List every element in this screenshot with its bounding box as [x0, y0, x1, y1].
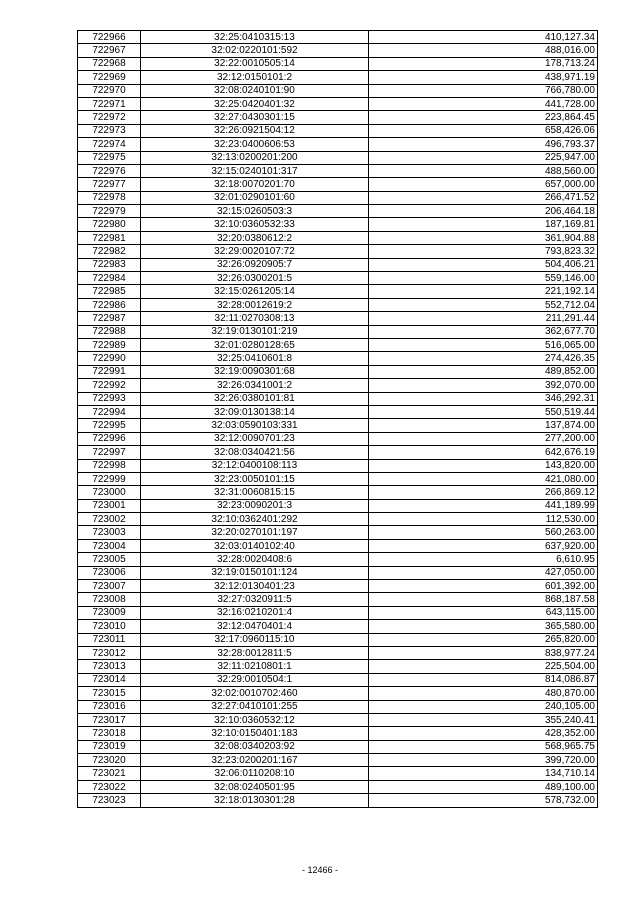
table-row: [78, 499, 598, 512]
cadastral-number-cell: 32:13:0200201:200: [141, 151, 369, 164]
cadastral-number-cell: 32:08:0340203:92: [141, 740, 369, 753]
table-row: [78, 285, 598, 298]
cadastral-number-cell: 32:19:0150101:124: [141, 566, 369, 579]
value-amount-cell: 362,677.70: [369, 325, 598, 338]
value-amount-cell: 568,965.75: [369, 740, 598, 753]
record-number-cell: 723016: [78, 700, 141, 713]
record-number-cell: 723010: [78, 620, 141, 633]
cadastral-number-cell: 32:02:0220101:592: [141, 44, 369, 57]
cadastral-number-cell: 32:27:0320911:5: [141, 593, 369, 606]
table-row: [78, 71, 598, 84]
table-row: [78, 325, 598, 338]
value-amount-cell: 578,732.00: [369, 794, 598, 807]
table-row: [78, 151, 598, 164]
value-amount-cell: 221,192.14: [369, 285, 598, 298]
table-row: [78, 526, 598, 539]
record-number-cell: 722985: [78, 285, 141, 298]
record-number-cell: 722997: [78, 446, 141, 459]
value-amount-cell: 143,820.00: [369, 459, 598, 472]
record-number-cell: 722966: [78, 31, 141, 44]
value-amount-cell: 266,471.52: [369, 191, 598, 204]
table-row: [78, 713, 598, 726]
cadastral-number-cell: 32:02:0010702:460: [141, 687, 369, 700]
record-number-cell: 722979: [78, 205, 141, 218]
cadastral-number-cell: 32:20:0270101:197: [141, 526, 369, 539]
record-number-cell: 722978: [78, 191, 141, 204]
record-number-cell: 722969: [78, 71, 141, 84]
cadastral-number-cell: 32:10:0362401:292: [141, 513, 369, 526]
record-number-cell: 723007: [78, 580, 141, 593]
record-number-cell: 722968: [78, 57, 141, 70]
record-number-cell: 723012: [78, 646, 141, 659]
table-row: [78, 57, 598, 70]
table-row: [78, 432, 598, 445]
record-number-cell: 722974: [78, 138, 141, 151]
cadastral-number-cell: 32:12:0150101:2: [141, 71, 369, 84]
value-amount-cell: 560,263.00: [369, 526, 598, 539]
table-row: [78, 593, 598, 606]
table-row: [78, 700, 598, 713]
cadastral-number-cell: 32:26:0920905:7: [141, 258, 369, 271]
value-amount-cell: 365,580.00: [369, 620, 598, 633]
table-row: [78, 446, 598, 459]
value-amount-cell: 480,870.00: [369, 687, 598, 700]
value-amount-cell: 410,127.34: [369, 31, 598, 44]
cadastral-number-cell: 32:18:0070201:70: [141, 178, 369, 191]
cadastral-number-cell: 32:06:0110208:10: [141, 767, 369, 780]
table-row: [78, 338, 598, 351]
record-number-cell: 723001: [78, 499, 141, 512]
record-number-cell: 722977: [78, 178, 141, 191]
value-amount-cell: 868,187.58: [369, 593, 598, 606]
cadastral-number-cell: 32:28:0020408:6: [141, 553, 369, 566]
value-amount-cell: 225,947.00: [369, 151, 598, 164]
value-amount-cell: 206,464.18: [369, 205, 598, 218]
cadastral-number-cell: 32:10:0360532:33: [141, 218, 369, 231]
table-row: [78, 164, 598, 177]
cadastral-number-cell: 32:27:0410101:255: [141, 700, 369, 713]
cadastral-number-cell: 32:23:0050101:15: [141, 472, 369, 485]
record-number-cell: 723013: [78, 660, 141, 673]
record-number-cell: 722991: [78, 365, 141, 378]
record-number-cell: 722987: [78, 312, 141, 325]
cadastral-number-cell: 32:20:0380612:2: [141, 231, 369, 244]
record-number-cell: 722970: [78, 84, 141, 97]
value-amount-cell: 516,065.00: [369, 338, 598, 351]
table-body: [78, 31, 598, 808]
record-number-cell: 722973: [78, 124, 141, 137]
record-number-cell: 723018: [78, 727, 141, 740]
page-number: - 12466 -: [301, 865, 339, 875]
value-amount-cell: 489,100.00: [369, 780, 598, 793]
cadastral-number-cell: 32:26:0300201:5: [141, 272, 369, 285]
table-row: [78, 660, 598, 673]
record-number-cell: 722996: [78, 432, 141, 445]
record-number-cell: 722972: [78, 111, 141, 124]
table-row: [78, 646, 598, 659]
cadastral-number-cell: 32:01:0290101:60: [141, 191, 369, 204]
value-amount-cell: 504,406.21: [369, 258, 598, 271]
value-amount-cell: 266,869.12: [369, 486, 598, 499]
value-amount-cell: 274,426.35: [369, 352, 598, 365]
value-amount-cell: 225,504.00: [369, 660, 598, 673]
cadastral-number-cell: 32:16:0210201:4: [141, 606, 369, 619]
cadastral-number-cell: 32:28:0012619:2: [141, 298, 369, 311]
value-amount-cell: 559,146.00: [369, 272, 598, 285]
table-row: [78, 754, 598, 767]
record-number-cell: 722994: [78, 405, 141, 418]
value-amount-cell: 838,977.24: [369, 646, 598, 659]
table-row: [78, 124, 598, 137]
value-amount-cell: 658,426.06: [369, 124, 598, 137]
value-amount-cell: 441,189.99: [369, 499, 598, 512]
value-amount-cell: 361,904.88: [369, 231, 598, 244]
table-row: [78, 486, 598, 499]
record-number-cell: 722981: [78, 231, 141, 244]
record-number-cell: 722990: [78, 352, 141, 365]
record-number-cell: 723019: [78, 740, 141, 753]
cadastral-number-cell: 32:18:0130301:28: [141, 794, 369, 807]
cadastral-number-cell: 32:29:0010504:1: [141, 673, 369, 686]
table-row: [78, 245, 598, 258]
table-row: [78, 31, 598, 44]
value-amount-cell: 427,050.00: [369, 566, 598, 579]
table-row: [78, 298, 598, 311]
value-amount-cell: 211,291.44: [369, 312, 598, 325]
value-amount-cell: 187,169.81: [369, 218, 598, 231]
record-number-cell: 723000: [78, 486, 141, 499]
table-row: [78, 138, 598, 151]
cadastral-number-cell: 32:15:0260503:3: [141, 205, 369, 218]
record-number-cell: 722998: [78, 459, 141, 472]
record-number-cell: 722983: [78, 258, 141, 271]
value-amount-cell: 240,105.00: [369, 700, 598, 713]
cadastral-number-cell: 32:25:0410315:13: [141, 31, 369, 44]
value-amount-cell: 793,823.32: [369, 245, 598, 258]
value-amount-cell: 643,115.00: [369, 606, 598, 619]
table-row: [78, 539, 598, 552]
table-row: [78, 620, 598, 633]
table-row: [78, 513, 598, 526]
table-row: [78, 780, 598, 793]
value-amount-cell: 488,560.00: [369, 164, 598, 177]
value-amount-cell: 441,728.00: [369, 97, 598, 110]
cadastral-number-cell: 32:08:0240101:90: [141, 84, 369, 97]
value-amount-cell: 134,710.14: [369, 767, 598, 780]
value-amount-cell: 421,080.00: [369, 472, 598, 485]
record-number-cell: 723021: [78, 767, 141, 780]
table-row: [78, 727, 598, 740]
record-number-cell: 722967: [78, 44, 141, 57]
value-amount-cell: 355,240.41: [369, 713, 598, 726]
record-number-cell: 722982: [78, 245, 141, 258]
record-number-cell: 723002: [78, 513, 141, 526]
value-amount-cell: 601,392.00: [369, 580, 598, 593]
value-amount-cell: 428,352.00: [369, 727, 598, 740]
cadastral-number-cell: 32:26:0341001:2: [141, 379, 369, 392]
cadastral-number-cell: 32:31:0060815:15: [141, 486, 369, 499]
table-row: [78, 379, 598, 392]
record-number-cell: 722984: [78, 272, 141, 285]
table-row: [78, 767, 598, 780]
record-number-cell: 722993: [78, 392, 141, 405]
value-amount-cell: 112,530.00: [369, 513, 598, 526]
cadastral-number-cell: 32:09:0130138:14: [141, 405, 369, 418]
record-number-cell: 723003: [78, 526, 141, 539]
table-row: [78, 272, 598, 285]
cadastral-number-cell: 32:01:0280128:65: [141, 338, 369, 351]
record-number-cell: 722989: [78, 338, 141, 351]
record-number-cell: 723017: [78, 713, 141, 726]
value-amount-cell: 137,874.00: [369, 419, 598, 432]
table-row: [78, 312, 598, 325]
value-amount-cell: 438,971.19: [369, 71, 598, 84]
cadastral-number-cell: 32:22:0010505:14: [141, 57, 369, 70]
value-amount-cell: 178,713.24: [369, 57, 598, 70]
cadastral-number-cell: 32:10:0360532:12: [141, 713, 369, 726]
record-number-cell: 722995: [78, 419, 141, 432]
value-amount-cell: 552,712.04: [369, 298, 598, 311]
cadastral-number-cell: 32:11:0210801:1: [141, 660, 369, 673]
value-amount-cell: 488,016.00: [369, 44, 598, 57]
value-amount-cell: 265,820.00: [369, 633, 598, 646]
record-number-cell: 723006: [78, 566, 141, 579]
cadastral-number-cell: 32:19:0090301:68: [141, 365, 369, 378]
cadastral-number-cell: 32:29:0020107:72: [141, 245, 369, 258]
cadastral-number-cell: 32:11:0270308:13: [141, 312, 369, 325]
table-row: [78, 205, 598, 218]
table-row: [78, 191, 598, 204]
table-row: [78, 606, 598, 619]
table-row: [78, 553, 598, 566]
value-amount-cell: 814,086.87: [369, 673, 598, 686]
record-number-cell: 723005: [78, 553, 141, 566]
table-row: [78, 472, 598, 485]
value-amount-cell: 399,720.00: [369, 754, 598, 767]
table-row: [78, 44, 598, 57]
table-row: [78, 687, 598, 700]
record-number-cell: 723009: [78, 606, 141, 619]
cadastral-number-cell: 32:28:0012811:5: [141, 646, 369, 659]
cadastral-number-cell: 32:23:0200201:167: [141, 754, 369, 767]
table-row: [78, 633, 598, 646]
cadastral-number-cell: 32:25:0420401:32: [141, 97, 369, 110]
record-number-cell: 722975: [78, 151, 141, 164]
record-number-cell: 723020: [78, 754, 141, 767]
record-number-cell: 723011: [78, 633, 141, 646]
cadastral-number-cell: 32:17:0960115:10: [141, 633, 369, 646]
table-row: [78, 97, 598, 110]
cadastral-number-cell: 32:23:0400606:53: [141, 138, 369, 151]
table-row: [78, 459, 598, 472]
table-row: [78, 405, 598, 418]
value-amount-cell: 496,793.37: [369, 138, 598, 151]
record-number-cell: 723014: [78, 673, 141, 686]
cadastral-number-cell: 32:26:0921504:12: [141, 124, 369, 137]
value-amount-cell: 489,852.00: [369, 365, 598, 378]
table-row: [78, 566, 598, 579]
record-number-cell: 723022: [78, 780, 141, 793]
value-amount-cell: 657,000.00: [369, 178, 598, 191]
cadastral-number-cell: 32:15:0261205:14: [141, 285, 369, 298]
record-number-cell: 722976: [78, 164, 141, 177]
cadastral-number-cell: 32:23:0090201:3: [141, 499, 369, 512]
value-amount-cell: 392,070.00: [369, 379, 598, 392]
table-row: [78, 231, 598, 244]
cadastral-number-cell: 32:12:0090701:23: [141, 432, 369, 445]
table-row: [78, 794, 598, 807]
cadastral-number-cell: 32:25:0410601:8: [141, 352, 369, 365]
cadastral-number-cell: 32:03:0590103:331: [141, 419, 369, 432]
cadastral-number-cell: 32:26:0380101:81: [141, 392, 369, 405]
cadastral-number-cell: 32:03:0140102:40: [141, 539, 369, 552]
table-row: [78, 673, 598, 686]
table-row: [78, 111, 598, 124]
table-row: [78, 419, 598, 432]
record-number-cell: 722980: [78, 218, 141, 231]
cadastral-number-cell: 32:19:0130101:219: [141, 325, 369, 338]
value-amount-cell: 346,292.31: [369, 392, 598, 405]
record-number-cell: 722971: [78, 97, 141, 110]
table-row: [78, 392, 598, 405]
cadastral-number-cell: 32:12:0400108:113: [141, 459, 369, 472]
value-amount-cell: 642,676.19: [369, 446, 598, 459]
value-amount-cell: 766,780.00: [369, 84, 598, 97]
table-row: [78, 84, 598, 97]
value-amount-cell: 637,920.00: [369, 539, 598, 552]
table-row: [78, 365, 598, 378]
cadastral-number-cell: 32:08:0240501:95: [141, 780, 369, 793]
cadastral-value-table: [77, 30, 598, 808]
cadastral-number-cell: 32:10:0150401:183: [141, 727, 369, 740]
record-number-cell: 722986: [78, 298, 141, 311]
record-number-cell: 722992: [78, 379, 141, 392]
table-row: [78, 218, 598, 231]
table-row: [78, 352, 598, 365]
cadastral-number-cell: 32:08:0340421:56: [141, 446, 369, 459]
cadastral-number-cell: 32:12:0130401:23: [141, 580, 369, 593]
table-row: [78, 178, 598, 191]
record-number-cell: 723004: [78, 539, 141, 552]
cadastral-number-cell: 32:15:0240101:317: [141, 164, 369, 177]
table-row: [78, 740, 598, 753]
record-number-cell: 723023: [78, 794, 141, 807]
record-number-cell: 723015: [78, 687, 141, 700]
value-amount-cell: 277,200.00: [369, 432, 598, 445]
record-number-cell: 723008: [78, 593, 141, 606]
cadastral-number-cell: 32:27:0430301:15: [141, 111, 369, 124]
value-amount-cell: 6,610.95: [369, 553, 598, 566]
value-amount-cell: 223,864.45: [369, 111, 598, 124]
value-amount-cell: 550,519.44: [369, 405, 598, 418]
cadastral-number-cell: 32:12:0470401:4: [141, 620, 369, 633]
table-row: [78, 580, 598, 593]
record-number-cell: 722999: [78, 472, 141, 485]
table-row: [78, 258, 598, 271]
record-number-cell: 722988: [78, 325, 141, 338]
